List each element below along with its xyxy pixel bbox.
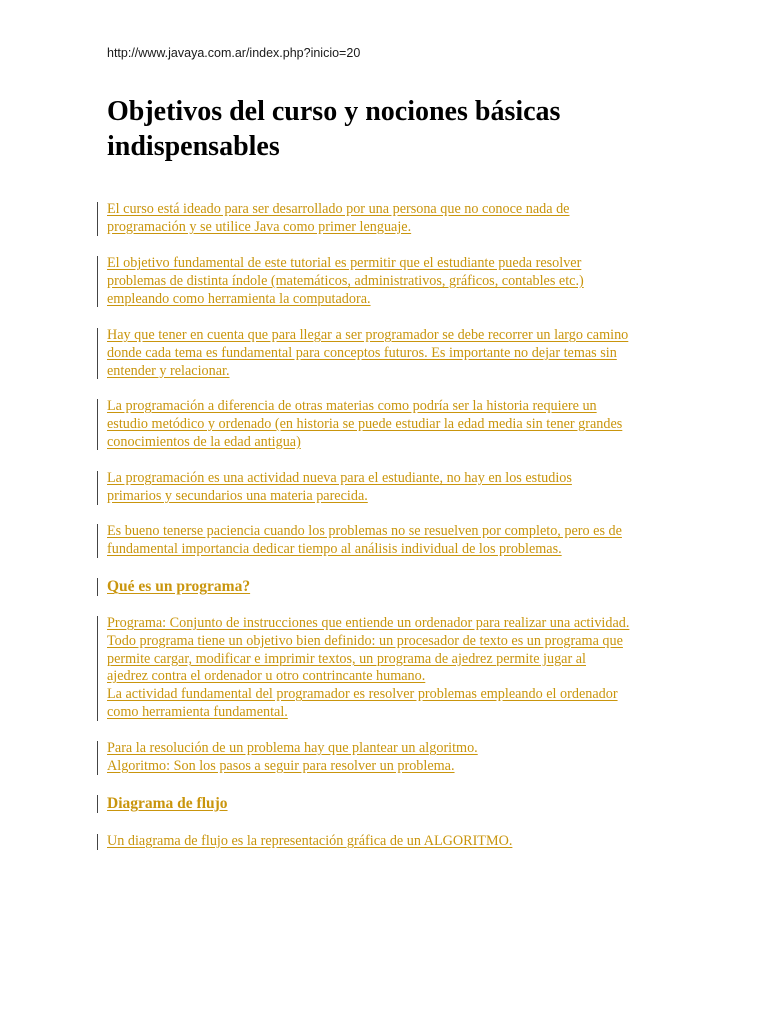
link-line — [107, 255, 584, 273]
margin-bar — [97, 578, 98, 596]
link-line — [107, 541, 622, 559]
link-line — [107, 488, 572, 506]
link-line — [107, 363, 628, 381]
text-link[interactable]: primarios y secundarios una materia parecida. — [107, 487, 368, 504]
link-line — [107, 273, 584, 291]
text-link[interactable]: Un diagrama de flujo es la representación gráfica de un ALGORITMO. — [107, 833, 513, 849]
text-link[interactable]: Algoritmo: Son los pasos a seguir para resolver un problema. — [107, 757, 455, 774]
text-link[interactable]: Para la resolución de un problema hay que plantear un algoritmo. — [107, 740, 478, 756]
text-link[interactable]: programación y se utilice Java como primer lenguaje. — [107, 218, 412, 235]
link-line — [107, 833, 512, 851]
margin-bar — [97, 328, 98, 379]
text-link[interactable]: como herramienta fundamental. — [107, 703, 288, 720]
text-link[interactable]: permite cargar, modificar e imprimir textos, un programa de ajedrez permite jugar al — [107, 650, 586, 667]
link-line — [107, 291, 584, 309]
margin-bar — [97, 524, 98, 558]
text-link[interactable]: empleando como herramienta la computadora. — [107, 290, 371, 307]
text-link[interactable]: conocimientos de la edad antigua) — [107, 433, 301, 450]
margin-bar — [97, 616, 98, 721]
margin-bar — [97, 471, 98, 505]
page-title: Objetivos del curso y nociones básicas indispensables — [107, 96, 561, 162]
link-line — [107, 577, 250, 597]
link-line — [107, 523, 622, 541]
link-line — [107, 668, 629, 686]
link-line — [107, 219, 569, 237]
link-line — [107, 794, 228, 814]
text-link[interactable]: El objetivo fundamental de este tutorial es permitir que el estudiante pueda resolver — [107, 255, 582, 271]
paragraph-programa-definicion — [107, 615, 629, 722]
margin-bar — [97, 795, 98, 813]
link-line — [107, 633, 629, 651]
link-line — [107, 758, 478, 776]
text-link[interactable]: La actividad fundamental del programador es resolver problemas empleando el ordenador — [107, 686, 618, 703]
paragraph-objetivo-fundamental — [107, 255, 584, 308]
link-line — [107, 416, 622, 434]
text-link[interactable]: Qué es un programa? — [107, 578, 251, 595]
paragraph-paciencia — [107, 523, 622, 559]
link-line — [107, 615, 629, 633]
text-link[interactable]: problemas de distinta índole (matemáticos, administrativos, gráficos, contables etc.) — [107, 272, 584, 289]
link-line — [107, 651, 629, 669]
text-link[interactable]: donde cada tema es fundamental para conceptos futuros. Es importante no dejar temas sin — [107, 344, 617, 361]
link-line — [107, 470, 572, 488]
paragraph-programacion-historia — [107, 398, 622, 451]
link-line — [107, 327, 628, 345]
margin-bar — [97, 256, 98, 307]
link-line — [107, 704, 629, 722]
text-link[interactable]: entender y relacionar. — [107, 362, 230, 379]
paragraph-actividad-nueva — [107, 470, 572, 506]
text-link[interactable]: Programa: Conjunto de instrucciones que entiende un ordenador para realizar una actividad. — [107, 615, 630, 631]
margin-bar — [97, 399, 98, 450]
text-link[interactable]: La programación es una actividad nueva para el estudiante, no hay en los estudios — [107, 470, 572, 486]
heading-diagrama-de-flujo — [107, 794, 228, 814]
page-url: http://www.javaya.com.ar/index.php?inicio=20 — [107, 46, 361, 60]
link-line — [107, 434, 622, 452]
heading-que-es-un-programa — [107, 577, 250, 597]
text-link[interactable]: Hay que tener en cuenta que para llegar a ser programador se debe recorrer un largo camino — [107, 327, 629, 343]
margin-bar — [97, 202, 98, 236]
paragraph-diagrama-definicion — [107, 833, 512, 851]
link-line — [107, 345, 628, 363]
text-link[interactable]: La programación a diferencia de otras materias como podría ser la historia requiere un — [107, 398, 597, 414]
text-link[interactable]: Diagrama de flujo — [107, 795, 228, 812]
text-link[interactable]: El curso está ideado para ser desarrollado por una persona que no conoce nada de — [107, 201, 570, 217]
link-line — [107, 201, 569, 219]
paragraph-algoritmo — [107, 740, 478, 776]
link-line — [107, 686, 629, 704]
link-line — [107, 740, 478, 758]
paragraph-curso-ideado — [107, 201, 569, 237]
paragraph-largo-camino — [107, 327, 628, 380]
text-link[interactable]: Es bueno tenerse paciencia cuando los problemas no se resuelven por completo, pero es de — [107, 523, 622, 539]
margin-bar — [97, 741, 98, 775]
text-link[interactable]: estudio metódico y ordenado (en historia se puede estudiar la edad media sin tener grandes — [107, 415, 623, 432]
link-line — [107, 398, 622, 416]
text-link[interactable]: ajedrez contra el ordenador u otro contrincante humano. — [107, 668, 426, 685]
text-link[interactable]: fundamental importancia dedicar tiempo al análisis individual de los problemas. — [107, 540, 562, 557]
text-link[interactable]: Todo programa tiene un objetivo bien definido: un procesador de texto es un programa que — [107, 632, 623, 649]
margin-bar — [97, 834, 98, 850]
